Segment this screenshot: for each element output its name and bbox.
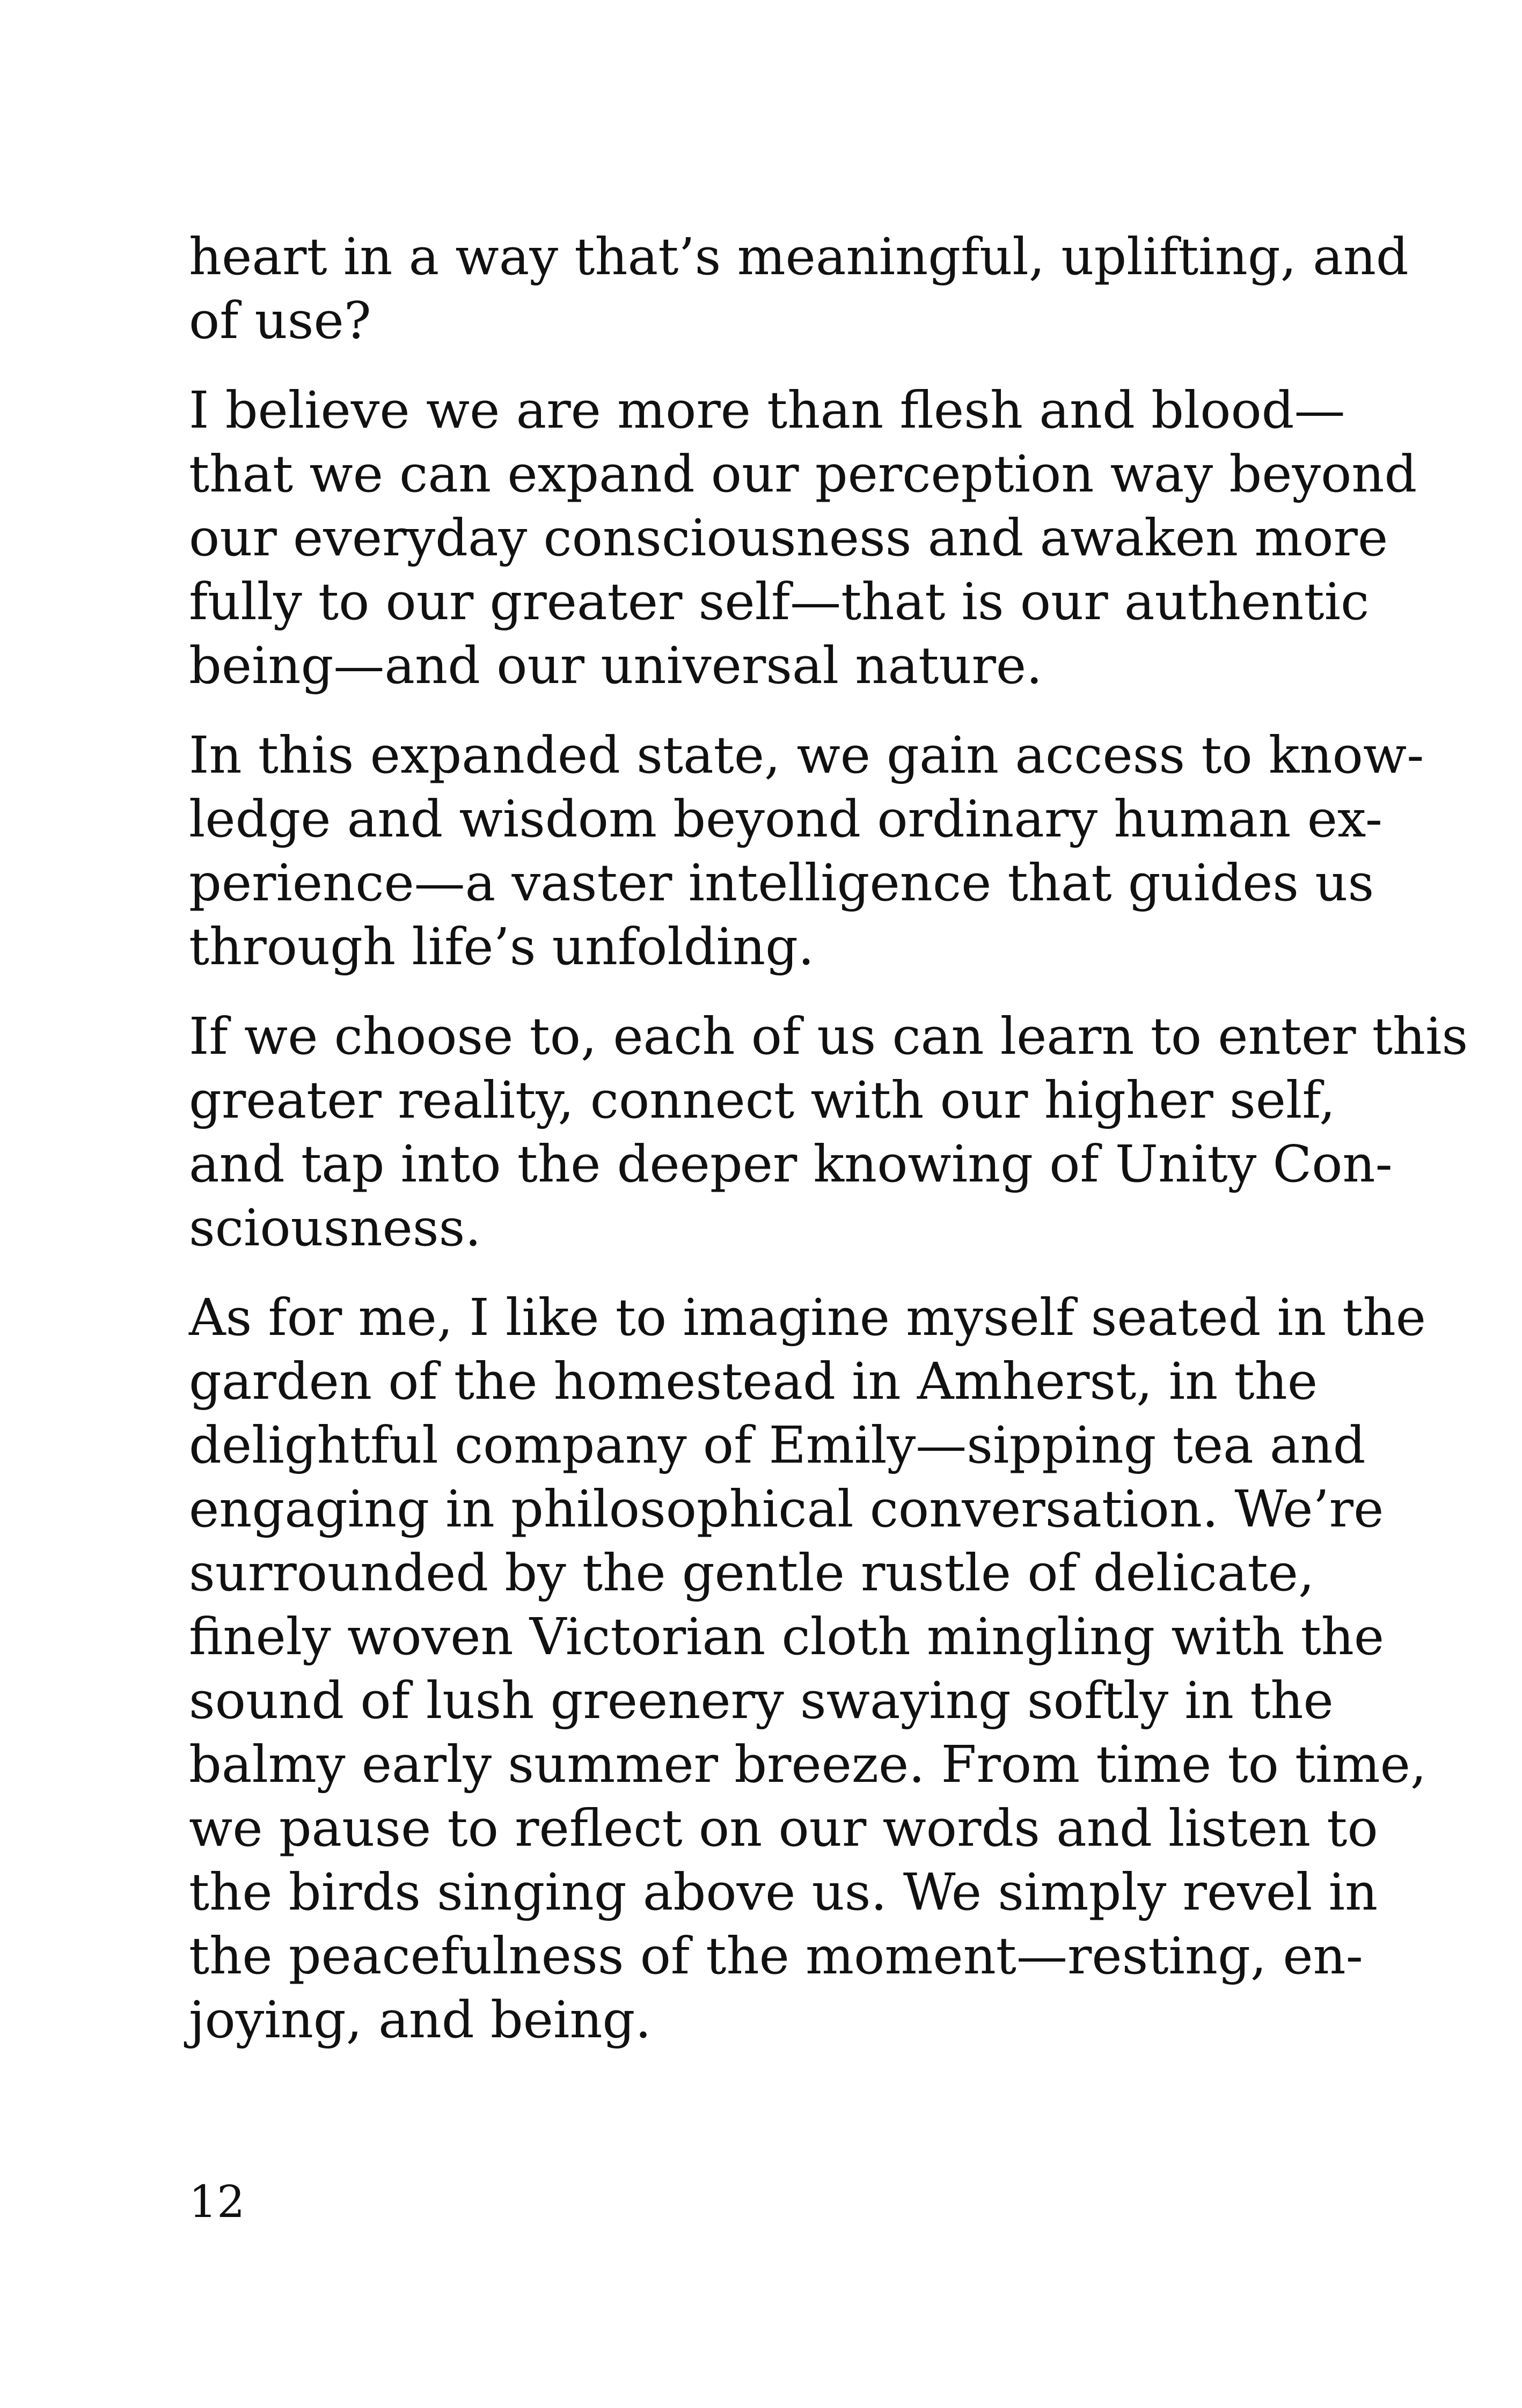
paragraph-1 (189, 225, 1409, 353)
text-line: the birds singing above us. We simply revel in (189, 1863, 1378, 1922)
text-line: finely woven Victorian cloth mingling with the (189, 1607, 1385, 1666)
text-line: As for me, I like to imagine myself seated in the (189, 1288, 1426, 1347)
text-line: I believe we are more than flesh and blood— (189, 381, 1345, 440)
text-line: In this expanded state, we gain access to know- (189, 726, 1424, 785)
text-line: delightful company of Emily—sipping tea and (189, 1416, 1366, 1475)
text-line: being—and our universal nature. (189, 636, 1043, 695)
text-line: through life’s unfolding. (189, 917, 815, 977)
text-line: greater reality, connect with our higher self, (189, 1071, 1336, 1130)
text-line: sciousness. (189, 1199, 481, 1258)
text-line: If we choose to, each of us can learn to enter this (189, 1007, 1468, 1066)
paragraph-5 (189, 1286, 1427, 2052)
text-line: we pause to reflect on our words and listen to (189, 1799, 1378, 1858)
text-line: that we can expand our perception way beyond (189, 445, 1417, 504)
text-line: perience—a vaster intelligence that guides us (189, 854, 1374, 913)
text-line: sound of lush greenery swaying softly in the (189, 1671, 1334, 1730)
text-line: heart in a way that’s meaningful, uplifting, and (189, 227, 1409, 287)
text-line: of use? (189, 291, 371, 350)
paragraph-4 (189, 1005, 1468, 1260)
text-line: ledge and wisdom beyond ordinary human ex- (189, 790, 1382, 849)
text-line: garden of the homestead in Amherst, in the (189, 1352, 1318, 1411)
text-line: fully to our greater self—that is our authentic (189, 572, 1370, 632)
text-line: balmy early summer breeze. From time to time, (189, 1735, 1427, 1794)
body-text (189, 225, 1468, 2078)
paragraph-3 (189, 724, 1424, 979)
page-number: 12 (189, 2177, 245, 2228)
text-line: the peacefulness of the moment—resting, en- (189, 1927, 1363, 1986)
text-line: our everyday consciousness and awaken more (189, 509, 1388, 568)
text-line: and tap into the deeper knowing of Unity Con- (189, 1135, 1393, 1194)
text-line: joying, and being. (189, 1991, 652, 2050)
paragraph-2 (189, 379, 1417, 698)
text-line: surrounded by the gentle rustle of delicate, (189, 1544, 1315, 1603)
text-line: engaging in philosophical conversation. We’re (189, 1480, 1384, 1539)
